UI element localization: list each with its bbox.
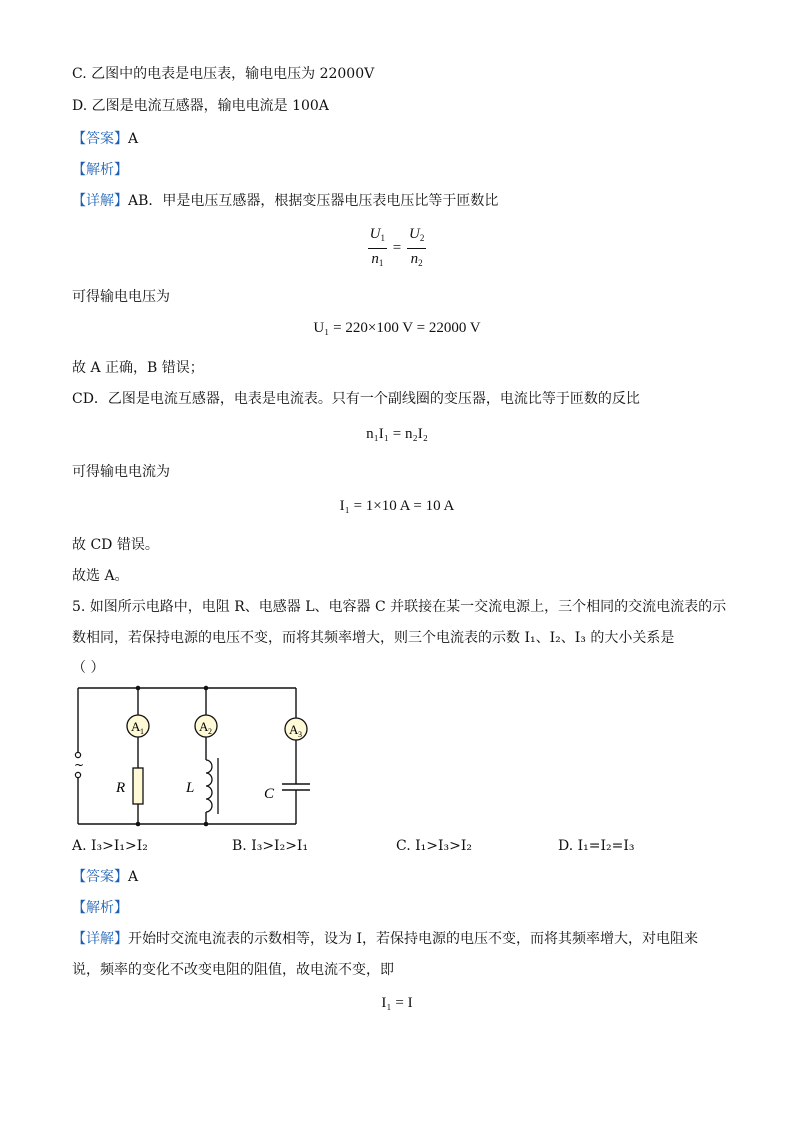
ammeter-1-icon (127, 715, 149, 737)
svg-text:3: 3 (298, 730, 302, 739)
option-c: C. I₁>I₃>I₂ (396, 838, 473, 854)
conclusion-ab: 故 A 正确，B 错误； (72, 360, 204, 376)
detail-text: AB．甲是电压互感器，根据变压器电压表电压比等于匝数比 (128, 193, 499, 209)
svg-text:A: A (131, 719, 141, 734)
detail2-line1 (72, 929, 698, 949)
ammeter-2-icon (195, 715, 217, 737)
resistor-icon (133, 768, 143, 804)
capacitor-label: C (264, 786, 275, 802)
cd-explanation: CD．乙图是电流互感器，电表是电流表。只有一个副线圈的变压器，电流比等于匝数的反比 (72, 391, 640, 407)
equals-sign: = (392, 239, 402, 256)
answer-value: A (128, 131, 139, 147)
equation-current: I₁ = 1×10 A = 10 A (339, 498, 455, 514)
svg-text:A: A (199, 719, 209, 734)
conclusion-cd: 故 CD 错误。 (72, 537, 159, 553)
choose-answer: 故选 A。 (72, 568, 129, 584)
inductor-label: L (186, 780, 195, 796)
answer-value: A (128, 869, 139, 885)
capacitor-icon (282, 784, 310, 790)
question5-line2: 数相同，若保持电源的电压不变，而将其频率增大，则三个电流表的示数 I₁、I₂、I₃ 的大小关系是 (72, 630, 675, 646)
svg-text:~: ~ (74, 758, 85, 772)
answer2 (72, 867, 138, 887)
fraction-left: $\frac{U_1}{n_1}$ (369, 226, 386, 268)
current-intro: 可得输电电流为 (72, 464, 170, 480)
ammeter-3-icon (285, 718, 307, 740)
equation-turns-ratio (0, 224, 794, 273)
d-option: D. 乙图是电流互感器，输电电流是 100A (72, 98, 329, 114)
question5-paren: （ ） (72, 660, 105, 676)
resistor-label: R (116, 780, 126, 796)
option-b: B. I₃>I₂>I₁ (232, 838, 309, 854)
ac-source-icon (74, 752, 84, 777)
fraction-right: $\frac{U_2}{n_2}$ (408, 226, 425, 268)
svg-text:A: A (289, 722, 299, 737)
circuit-diagram (60, 680, 310, 830)
answer1 (72, 129, 138, 149)
detail-tag: 【详解】 (72, 193, 128, 209)
equation-voltage: U₁ = 220×100 V = 22000 V (313, 320, 481, 336)
inductor-icon (206, 758, 218, 814)
option-d: D. I₁=I₂=I₃ (558, 838, 635, 854)
analysis1: 【解析】 (72, 162, 128, 178)
voltage-intro: 可得输电电压为 (72, 289, 170, 305)
detail2-line2: 说，频率的变化不改变电阻的阻值，故电流不变，即 (72, 962, 394, 978)
answer-tag: 【答案】 (72, 869, 128, 885)
c-option: C. 乙图中的电表是电压表，输电电压为 22000V (72, 66, 375, 82)
detail-tag: 【详解】 (72, 931, 128, 947)
answer-tag: 【答案】 (72, 131, 128, 147)
analysis2: 【解析】 (72, 900, 128, 916)
detail1 (72, 191, 498, 211)
equation-i1: I₁ = I (381, 995, 413, 1011)
question5-line1: 5. 如图所示电路中，电阻 R、电感器 L、电容器 C 并联接在某一交流电源上，三个相同的交流电流表的示 (72, 599, 727, 615)
svg-text:1: 1 (140, 727, 144, 736)
equation-current-ratio: n₁I₁ = n₂I₂ (366, 426, 428, 442)
detail-text: 开始时交流电流表的示数相等，设为 I，若保持电源的电压不变，而将其频率增大，对电阻来 (128, 931, 698, 947)
option-a: A. I₃>I₁>I₂ (72, 838, 148, 854)
svg-text:2: 2 (208, 727, 212, 736)
